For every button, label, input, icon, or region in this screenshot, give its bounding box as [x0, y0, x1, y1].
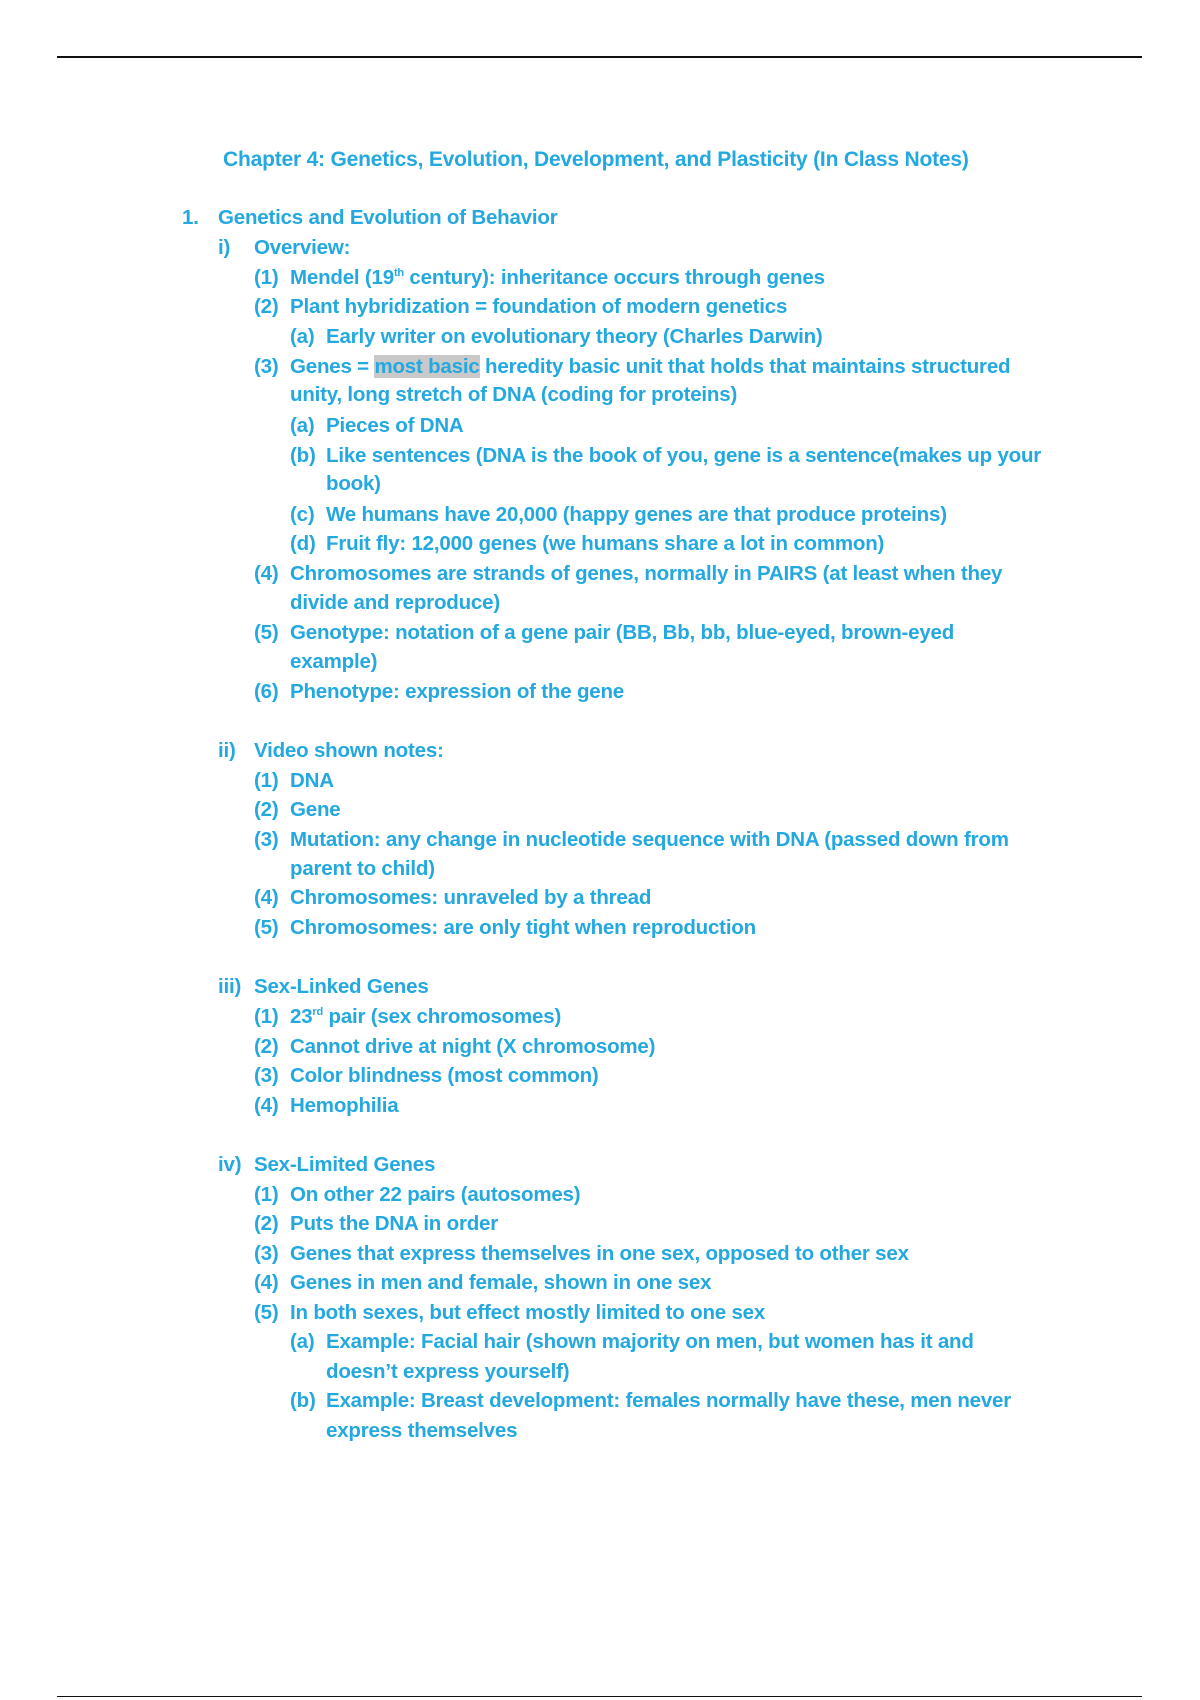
list-item: Hemophilia — [290, 1094, 399, 1117]
sub-list-item-number: (a) — [290, 414, 315, 437]
list-item: Chromosomes: unraveled by a thread — [290, 886, 652, 909]
list-item-number: (4) — [254, 562, 279, 585]
list-item: Genes in men and female, shown in one sex — [290, 1271, 712, 1294]
sub-list-item-continuation: book) — [326, 472, 381, 495]
subsection-heading: Sex-Limited Genes — [254, 1153, 436, 1176]
sub-list-item-number: (a) — [290, 325, 315, 348]
list-item-number: (2) — [254, 798, 279, 821]
list-item-number: (3) — [254, 1064, 279, 1087]
sub-list-item-number: (c) — [290, 503, 315, 526]
list-item-number: (3) — [254, 828, 279, 851]
sub-list-item: We humans have 20,000 (happy genes are that produce proteins) — [326, 503, 947, 526]
list-item-number: (3) — [254, 355, 279, 378]
list-item-number: (2) — [254, 1212, 279, 1235]
sub-list-item-number: (b) — [290, 444, 316, 467]
list-item-number: (4) — [254, 886, 279, 909]
sub-list-item-number: (b) — [290, 1389, 316, 1412]
sub-list-item: Early writer on evolutionary theory (Charles Darwin) — [326, 325, 823, 348]
list-item-number: (2) — [254, 1035, 279, 1058]
list-item: Color blindness (most common) — [290, 1064, 599, 1087]
list-item: Cannot drive at night (X chromosome) — [290, 1035, 656, 1058]
footer-rule — [57, 1696, 1142, 1697]
subsection-number: ii) — [218, 739, 236, 762]
list-item: Mutation: any change in nucleotide sequence with DNA (passed down from — [290, 828, 1009, 851]
list-item: 23rd pair (sex chromosomes) — [290, 1005, 562, 1028]
sub-list-item: Fruit fly: 12,000 genes (we humans share a lot in common) — [326, 532, 885, 555]
list-item: Chromosomes are strands of genes, normally in PAIRS (at least when they — [290, 562, 1003, 585]
list-item: Chromosomes: are only tight when reproduction — [290, 916, 756, 939]
sub-list-item: Example: Breast development: females normally have these, men never — [326, 1389, 1012, 1412]
list-item-number: (4) — [254, 1094, 279, 1117]
list-item-continuation: parent to child) — [290, 857, 435, 880]
list-item-number: (1) — [254, 1005, 279, 1028]
sub-list-item-continuation: doesn’t express yourself) — [326, 1360, 570, 1383]
list-item-continuation: example) — [290, 650, 378, 673]
sub-list-item: Example: Facial hair (shown majority on men, but women has it and — [326, 1330, 974, 1353]
list-item-number: (1) — [254, 1183, 279, 1206]
list-item: Mendel (19th century): inheritance occurs through genes — [290, 266, 825, 289]
highlighted-text: most basic — [374, 355, 480, 378]
section-heading: Genetics and Evolution of Behavior — [218, 206, 558, 229]
list-item: Puts the DNA in order — [290, 1212, 499, 1235]
section-number: 1. — [182, 206, 199, 229]
list-item: Phenotype: expression of the gene — [290, 680, 624, 703]
list-item: On other 22 pairs (autosomes) — [290, 1183, 581, 1206]
list-item-number: (1) — [254, 266, 279, 289]
list-item-number: (5) — [254, 1301, 279, 1324]
subsection-number: iii) — [218, 975, 242, 998]
sub-list-item-number: (d) — [290, 532, 316, 555]
list-item: Genes = most basic heredity basic unit that holds that maintains structured — [290, 355, 1011, 378]
list-item-continuation: divide and reproduce) — [290, 591, 500, 614]
list-item-number: (1) — [254, 769, 279, 792]
list-item-number: (3) — [254, 1242, 279, 1265]
list-item-number: (4) — [254, 1271, 279, 1294]
sub-list-item: Like sentences (DNA is the book of you, gene is a sentence(makes up your — [326, 444, 1042, 467]
list-item: Plant hybridization = foundation of modern genetics — [290, 295, 788, 318]
subsection-heading: Overview: — [254, 236, 351, 259]
list-item-number: (5) — [254, 621, 279, 644]
list-item: Genotype: notation of a gene pair (BB, Bb, bb, blue-eyed, brown-eyed — [290, 621, 955, 644]
subsection-number: i) — [218, 236, 231, 259]
page-title: Chapter 4: Genetics, Evolution, Development, and Plasticity (In Class Notes) — [223, 148, 969, 171]
list-item: Genes that express themselves in one sex, opposed to other sex — [290, 1242, 909, 1265]
list-item: DNA — [290, 769, 334, 792]
list-item: In both sexes, but effect mostly limited to one sex — [290, 1301, 766, 1324]
subsection-heading: Sex-Linked Genes — [254, 975, 429, 998]
list-item: Gene — [290, 798, 341, 821]
list-item-number: (6) — [254, 680, 279, 703]
list-item-continuation: unity, long stretch of DNA (coding for proteins) — [290, 383, 738, 406]
sub-list-item-number: (a) — [290, 1330, 315, 1353]
sub-list-item-continuation: express themselves — [326, 1419, 518, 1442]
subsection-number: iv) — [218, 1153, 242, 1176]
list-item-number: (5) — [254, 916, 279, 939]
sub-list-item: Pieces of DNA — [326, 414, 464, 437]
list-item-number: (2) — [254, 295, 279, 318]
subsection-heading: Video shown notes: — [254, 739, 444, 762]
